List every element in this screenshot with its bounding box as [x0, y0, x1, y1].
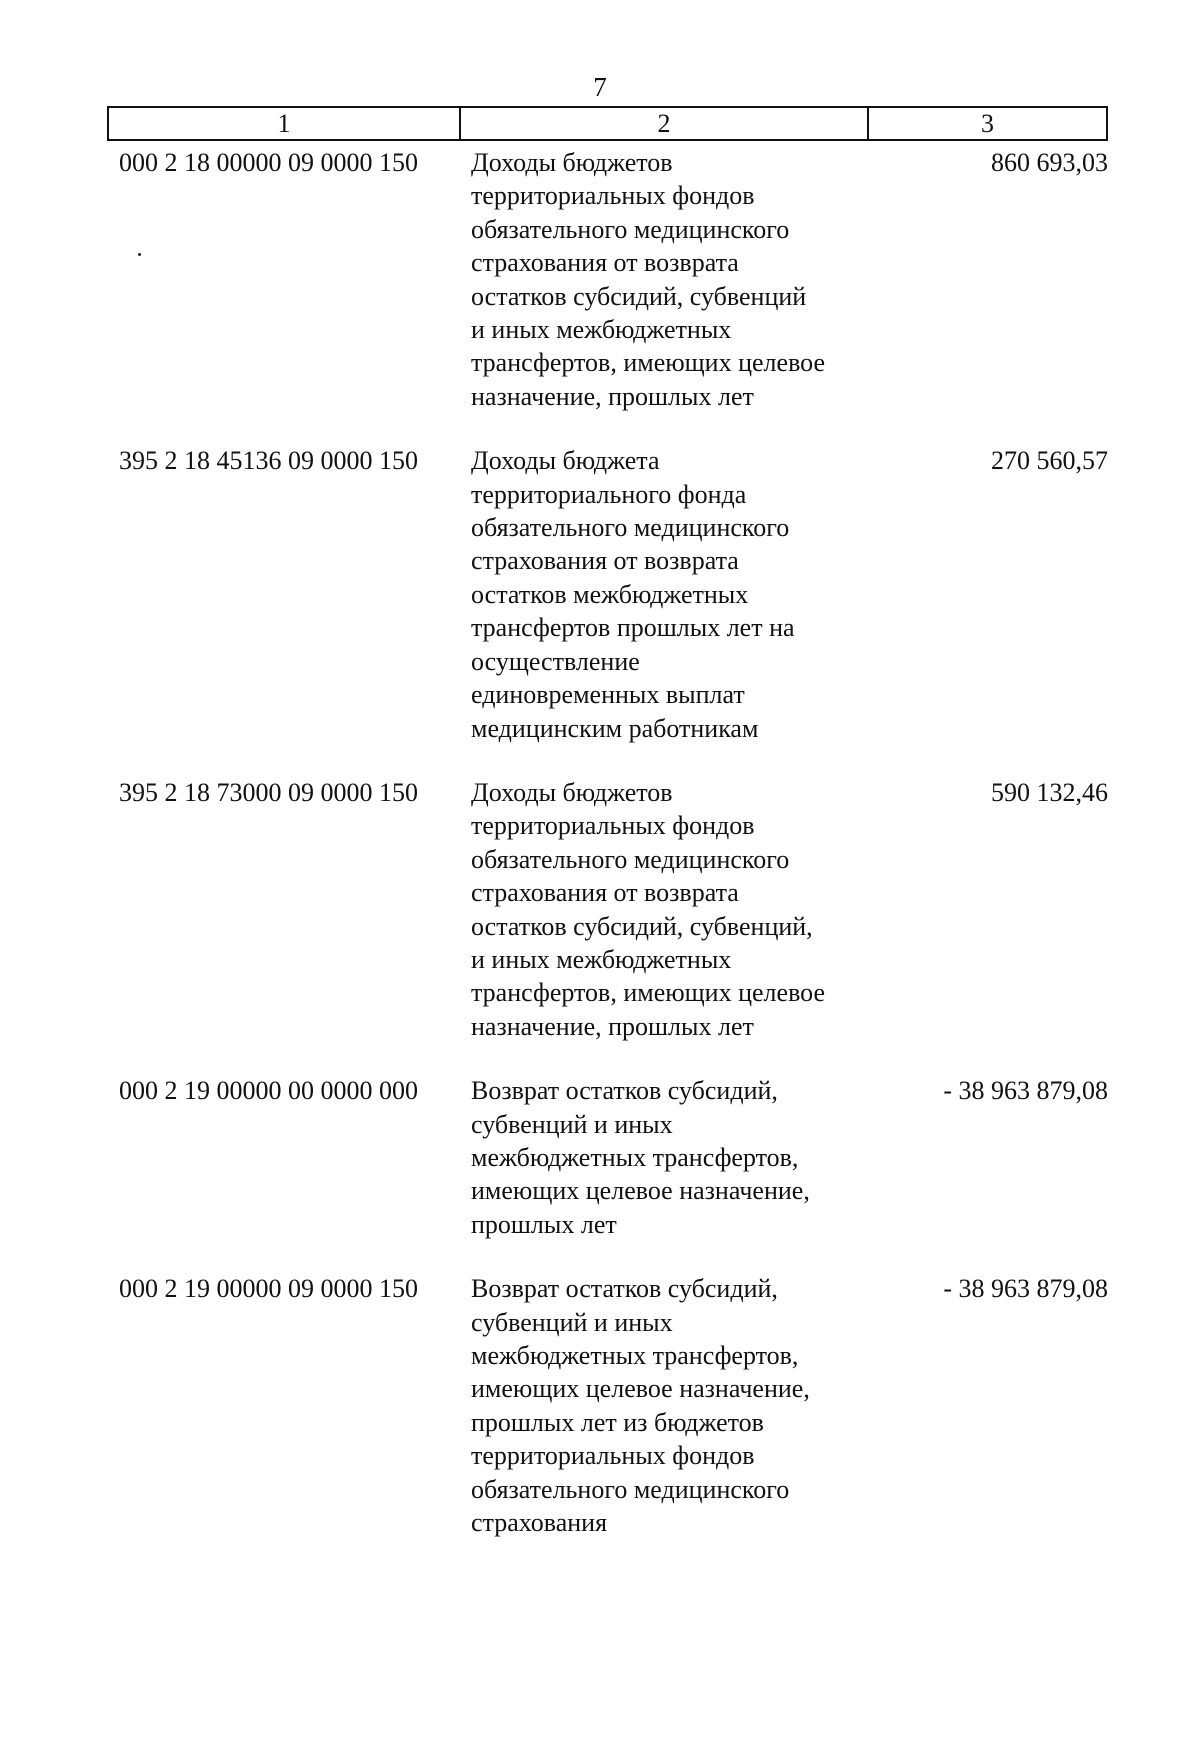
- table-row: [107, 1074, 1108, 1241]
- description-line: прошлых лет: [471, 1209, 617, 1239]
- description-line: страхования от возврата: [471, 248, 739, 278]
- row-description: [459, 776, 867, 1043]
- row-amount: 860 693,03: [991, 148, 1108, 177]
- row-description: [459, 146, 867, 413]
- description-line: единовременных выплат: [471, 680, 745, 710]
- description-line: обязательного медицинского: [471, 844, 790, 874]
- row-code: 000 2 18 00000 09 0000 150: [119, 148, 418, 177]
- row-description: [459, 1272, 867, 1539]
- description-line: страхования от возврата: [471, 546, 739, 576]
- description-line: трансфертов, имеющих целевое: [471, 348, 826, 378]
- header-col-2: 2: [461, 108, 869, 139]
- description-line: Доходы бюджетов: [471, 777, 673, 807]
- header-col-3: 3: [981, 109, 994, 138]
- description-line: страхования от возврата: [471, 878, 739, 908]
- description-line: Доходы бюджетов: [471, 148, 673, 177]
- header-col-1: 1: [109, 108, 461, 139]
- description-line: остатков субсидий, субвенций,: [471, 911, 813, 941]
- description-line: межбюджетных трансфертов,: [471, 1142, 799, 1172]
- description-line: назначение, прошлых лет: [471, 381, 754, 411]
- table-header: [107, 106, 1108, 141]
- description-line: территориальных фондов: [471, 181, 755, 211]
- scan-speck: [138, 253, 141, 256]
- table-row: [107, 146, 1108, 413]
- description-line: территориальных фондов: [471, 811, 755, 841]
- description-line: страхования: [471, 1508, 608, 1538]
- description-line: имеющих целевое назначение,: [471, 1374, 810, 1404]
- page-number: 7: [593, 72, 607, 102]
- description-line: трансфертов прошлых лет на: [471, 613, 795, 643]
- description-line: имеющих целевое назначение,: [471, 1176, 810, 1206]
- description-line: межбюджетных трансфертов,: [471, 1341, 799, 1370]
- row-amount: - 38 963 879,08: [943, 1274, 1108, 1304]
- description-line: обязательного медицинского: [471, 1474, 790, 1504]
- description-line: территориального фонда: [471, 479, 747, 509]
- row-amount: 270 560,57: [991, 446, 1108, 476]
- description-line: и иных межбюджетных: [471, 315, 732, 345]
- description-line: территориальных фондов: [471, 1441, 755, 1471]
- table-row: [107, 444, 1108, 745]
- description-line: медицинским работникам: [471, 713, 759, 743]
- row-code: 000 2 19 00000 09 0000 150: [119, 1274, 418, 1304]
- row-description: [459, 1074, 867, 1241]
- description-line: остатков межбюджетных: [471, 579, 749, 609]
- description-line: прошлых лет из бюджетов: [471, 1407, 764, 1437]
- description-line: Доходы бюджета: [471, 446, 660, 476]
- table-body: [107, 146, 1108, 1570]
- table-row: [107, 776, 1108, 1043]
- row-description: [459, 444, 867, 745]
- description-line: Возврат остатков субсидий,: [471, 1076, 778, 1106]
- table-row: [107, 1272, 1108, 1539]
- description-line: осуществление: [471, 646, 640, 676]
- description-line: и иных межбюджетных: [471, 944, 732, 974]
- description-line: субвенций и иных: [471, 1109, 673, 1139]
- row-amount: - 38 963 879,08: [943, 1076, 1108, 1106]
- description-line: Возврат остатков субсидий,: [471, 1274, 778, 1304]
- description-line: обязательного медицинского: [471, 513, 790, 543]
- row-code: 000 2 19 00000 00 0000 000: [119, 1076, 418, 1106]
- row-code: 395 2 18 45136 09 0000 150: [119, 446, 418, 476]
- description-line: обязательного медицинского: [471, 214, 790, 244]
- row-amount: 590 132,46: [991, 777, 1108, 807]
- description-line: субвенций и иных: [471, 1307, 673, 1337]
- description-line: назначение, прошлых лет: [471, 1011, 754, 1041]
- row-code: 395 2 18 73000 09 0000 150: [119, 777, 418, 807]
- description-line: остатков субсидий, субвенций: [471, 281, 807, 311]
- description-line: трансфертов, имеющих целевое: [471, 978, 826, 1008]
